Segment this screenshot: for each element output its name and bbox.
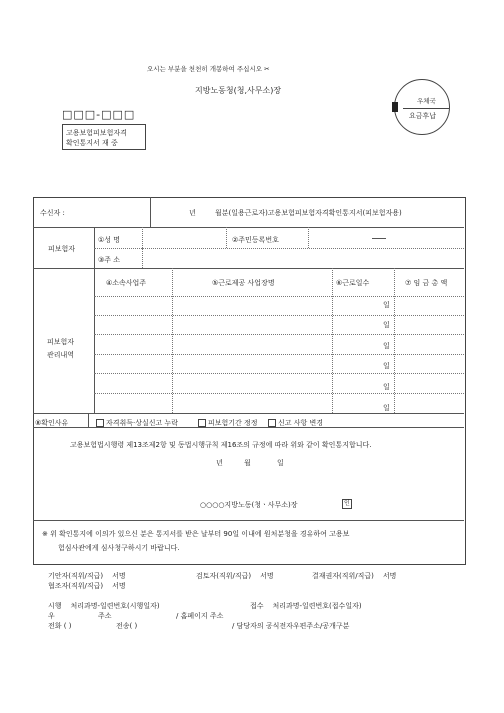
divider bbox=[94, 393, 464, 394]
address-field: 주소 bbox=[98, 612, 112, 620]
divider bbox=[94, 315, 464, 316]
postage-stamp bbox=[394, 79, 450, 135]
management-label-line1: 피보험자 bbox=[47, 338, 75, 346]
postage-line2: 요금후납 bbox=[409, 112, 437, 120]
envelope-label-line2: 확인통지서 재 중 bbox=[66, 139, 118, 147]
column-employer: ④소속사업주 bbox=[106, 279, 147, 287]
divider bbox=[142, 227, 143, 248]
postage-line1: 우체국 bbox=[417, 97, 436, 105]
divider bbox=[94, 227, 95, 413]
checkbox-icon bbox=[268, 419, 276, 427]
scissors-icon: ✂ bbox=[262, 65, 270, 73]
reason-option-omission[interactable]: 자격취득·상실신고 누락 bbox=[96, 418, 178, 428]
reason-option-period-correction[interactable]: 피보험기간 정정 bbox=[198, 418, 258, 428]
date-day: 일 bbox=[277, 459, 284, 467]
phone-field: 전화 ( ) bbox=[48, 622, 72, 630]
divider bbox=[94, 334, 464, 335]
envelope-label-box bbox=[62, 124, 146, 150]
address-label: ③주 소 bbox=[98, 256, 121, 264]
approver-field: 결재권자(직위/직급) 서명 bbox=[312, 572, 397, 580]
fax-field: 전송( ) bbox=[116, 622, 138, 630]
divider bbox=[142, 248, 143, 268]
rrn-label: ②주민등록번호 bbox=[232, 236, 279, 244]
divider bbox=[332, 268, 333, 413]
divider bbox=[94, 354, 464, 355]
homepage-field: / 홈페이지 주소 bbox=[176, 612, 224, 620]
divider bbox=[150, 197, 151, 227]
contact-field: / 담당자의 공식전자우편주소/공개구분 bbox=[232, 622, 350, 630]
name-label: ①성 명 bbox=[98, 236, 121, 244]
legal-statement: 고용보험법시행령 제13조제2항 및 동법시행규칙 제16조의 규정에 따라 위와 같이 확인통지합니다. bbox=[70, 441, 372, 449]
cooperator-field: 협조자(직위/직급) 서명 bbox=[48, 582, 126, 590]
appeal-notice-line1: ※ 위 확인통지에 이의가 있으신 분은 통지서를 받은 날부터 90일 이내에 원처분청을 경유하여 고용보 bbox=[42, 530, 350, 538]
rrn-dash bbox=[372, 238, 386, 239]
postage-divider bbox=[403, 108, 449, 109]
seal-mark: 인 bbox=[344, 500, 350, 507]
appeal-notice-line2: 험심사관에게 심사청구하시기 바랍니다. bbox=[58, 544, 180, 552]
divider bbox=[33, 520, 464, 521]
recipient-label: 수신자 : bbox=[40, 209, 65, 217]
issuer-name: ○○○○지방노동(청ㆍ사무소)장 bbox=[200, 501, 298, 509]
workdays-unit: 일 bbox=[383, 342, 390, 350]
reason-option-report-change[interactable]: 신고 사항 변경 bbox=[268, 418, 323, 428]
divider bbox=[33, 227, 464, 228]
cut-instruction: 오시는 부분을 천천히 개봉하여 주십시오 ✂ bbox=[147, 65, 270, 73]
divider bbox=[88, 413, 89, 427]
enforcement-field: 시행 처리과명-일련번호(시행일자) bbox=[48, 602, 160, 610]
zip-label: 우 bbox=[48, 612, 55, 620]
date-year: 년 bbox=[216, 459, 223, 467]
reason-label: ⑧확인사유 bbox=[35, 419, 69, 427]
insured-label: 피보험자 bbox=[48, 245, 76, 253]
envelope-label-line1: 고용보험피보험자격 bbox=[66, 129, 127, 137]
divider bbox=[33, 413, 464, 414]
divider bbox=[33, 268, 464, 269]
divider bbox=[33, 427, 464, 428]
divider bbox=[94, 296, 464, 297]
workdays-unit: 일 bbox=[383, 383, 390, 391]
divider bbox=[172, 268, 173, 413]
workdays-unit: 일 bbox=[383, 301, 390, 309]
workdays-unit: 일 bbox=[383, 321, 390, 329]
form-title: 월분(일용근로자)고용보험피보험자격확인통지서(피보험자용) bbox=[215, 209, 402, 217]
checkbox-icon bbox=[198, 419, 206, 427]
workdays-unit: 일 bbox=[383, 362, 390, 370]
reviewer-field: 검토자(직위/직급) 서명 bbox=[196, 572, 274, 580]
column-workdays: ⑥근로일수 bbox=[336, 279, 370, 287]
workdays-unit: 일 bbox=[383, 404, 390, 412]
postage-marker bbox=[392, 102, 398, 112]
divider bbox=[308, 227, 309, 248]
divider bbox=[226, 227, 227, 248]
postal-code: □□□-□□□ bbox=[62, 108, 136, 121]
divider bbox=[394, 268, 395, 413]
divider bbox=[94, 248, 464, 249]
column-wage-total: ⑦ 임 금 총 액 bbox=[405, 279, 448, 287]
divider bbox=[94, 373, 464, 374]
drafter-field: 기안자(직위/직급) 서명 bbox=[48, 572, 126, 580]
date-month: 월 bbox=[244, 459, 251, 467]
column-workplace: ⑤근로제공 사업장명 bbox=[212, 279, 275, 287]
form-title-year: 년 bbox=[189, 209, 196, 217]
management-label-line2: 관리내역 bbox=[47, 351, 75, 359]
addressee-office: 지방노동청(청,사무소)장 bbox=[195, 86, 282, 95]
checkbox-icon bbox=[96, 419, 104, 427]
receipt-field: 접수 처리과명-일련번호(접수일자) bbox=[250, 602, 362, 610]
